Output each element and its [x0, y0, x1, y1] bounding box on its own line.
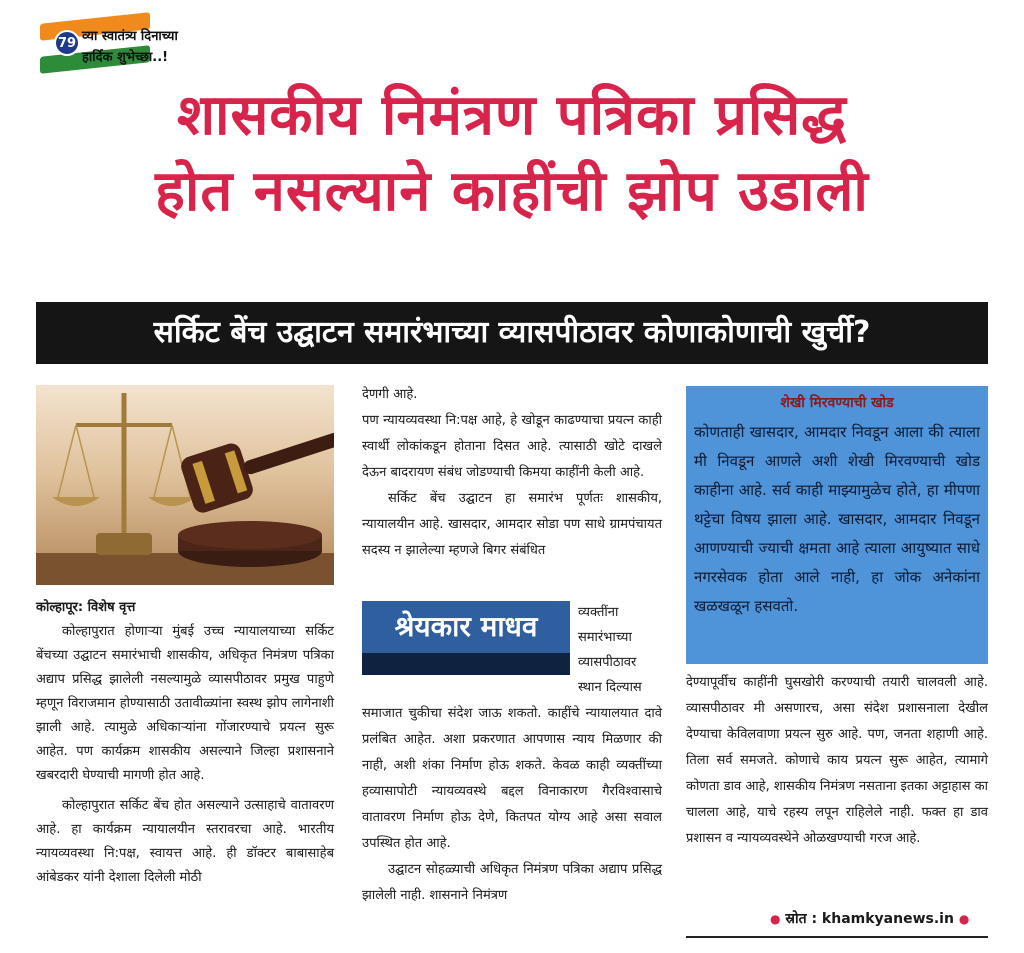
badge-text-line2: हार्दिक शुभेच्छा..! — [82, 50, 169, 65]
source-divider — [686, 936, 988, 938]
article-paragraph: देणगी आहे. — [362, 387, 418, 402]
article-paragraph: पण न्यायव्यवस्था नि:पक्ष आहे, हे खोडून काढण्याचा प्रयत्न काही स्वार्थी लोकांकडून होताना दिसत आहे. त्यासाठी खोटे दाखले देऊन बादरायण संबंध जोडण्याची किमया काहींनी केली आहे. — [362, 413, 662, 480]
article-column-3 — [686, 670, 988, 852]
bullet-icon: ● — [958, 912, 970, 926]
source-label: स्रोत : — [785, 911, 818, 927]
article-column-2-side — [578, 600, 664, 700]
sidebar-box-title: शेखी मिरवण्याची खोड — [780, 395, 894, 411]
article-paragraph: देण्यापूर्वीच काहींनी घुसखोरी करण्याची तयारी चालवली आहे. व्यासपीठावर मी असणारच, असा संदेश प्रशासनाला देखील देण्याचा केविलवाणा प्रयत्न सुरु आहे. पण, जनता शहाणी आहे. तिला सर्व समजते. कोणाचे काय प्रयत्न सुरू आहेत, त्यामागे कोणता डाव आहे, शासकीय निमंत्रण नसताना इतका अट्टाहास का चालला आहे, याचे रहस्य लपून राहिलेले नाही. फक्त हा डाव प्रशासन व न्यायव्यवस्थेने ओळखण्याची गरज आहे. — [686, 675, 988, 846]
article-paragraph: कोल्हापुरात सर्किट बेंच होत असल्याने उत्साहाचे वातावरण आहे. हा कार्यक्रम न्यायालयीन स्तरावरचा आहे. भारतीय न्यायव्यवस्था नि:पक्ष, स्वायत्त आहे. ही डॉक्टर बाबासाहेब आंबेडकर यांनी देशाला दिलेली मोठी — [36, 798, 334, 885]
article-column-1 — [36, 596, 334, 890]
badge-number: 79 — [54, 30, 80, 56]
source-site[interactable]: khamkyanews.in — [821, 911, 954, 927]
dateline: कोल्हापूर: विशेष वृत्त — [36, 600, 136, 615]
gavel-icon — [36, 385, 334, 585]
gavel-and-scales-image — [36, 385, 334, 585]
article-paragraph: सर्किट बेंच उद्घाटन हा समारंभ पूर्णतः शासकीय, न्यायालयीन आहे. खासदार, आमदार सोडा पण साधे ग्रामपंचायत सदस्य न झालेल्या म्हणजे बिगर संबंधित — [362, 491, 662, 558]
headline — [30, 78, 994, 230]
article-paragraph: व्यक्तींना समारंभाच्या व्यासपीठावर स्थान दिल्यास — [578, 605, 642, 695]
article-column-2-top — [362, 382, 662, 564]
article-paragraph: उद्घाटन सोहळ्याची अधिकृत निमंत्रण पत्रिका अद्याप प्रसिद्ध झालेली नाही. शासनाने निमंत्रण — [362, 862, 662, 903]
sidebar-box — [686, 386, 988, 664]
article-paragraph: समाजात चुकीचा संदेश जाऊ शकतो. काहींचे न्यायालयात दावे प्रलंबित आहेत. अशा प्रकरणात आपणास न्याय मिळणार की नाही, अशी शंका निर्माण होऊ शकते. केवळ काही व्यक्तींच्या हव्यासापोटी न्यायव्यवस्थे बद्दल विनाकारण गैरविश्वासाचे वातावरण निर्माण होऊ देणे, कितपत योग्य आहे असा सवाल उपस्थित होत आहे. — [362, 706, 662, 851]
bullet-icon: ● — [770, 912, 781, 926]
headline-line1: शासकीय निमंत्रण पत्रिका प्रसिद्ध — [176, 83, 848, 148]
article-paragraph: कोल्हापुरात होणाऱ्या मुंबई उच्च न्यायालयाच्या सर्किट बेंचच्या उद्घाटन समारंभाची शासकीय, अधिकृत निमंत्रण पत्रिका अद्याप प्रसिद्ध झालेली नसल्यामुळे व्यासपीठावर प्रमुख पाहुणे म्हणून विराजमान होण्यासाठी उतावीळ्यांना स्वस्थ झोप लागेनाशी झाली आहे. त्यामुळे अधिकाऱ्यांना गोंजारण्याचे प्रयत्न सुरू आहेत. पण कार्यक्रम शासकीय असल्याने जिल्हा प्रशासनाने खबरदारी घेण्याची मागणी होत आहे. — [36, 624, 334, 783]
author-nameplate — [362, 601, 570, 675]
author-name: श्रेयकार माधव — [394, 610, 538, 643]
source-credit — [770, 908, 988, 930]
article-column-2-bottom — [362, 701, 662, 909]
subheadline-bar: सर्किट बेंच उद्घाटन समारंभाच्या व्यासपीठावर कोणाकोणाची खुर्ची? — [36, 302, 988, 364]
sidebar-box-body: कोणताही खासदार, आमदार निवडून आला की त्याला मी निवडून आणले अशी शेखी मिरवण्याची खोड काहीना आहे. सर्व काही माझ्यामुळेच होते, हा मीपणा थट्टेचा विषय झाला आहे. खासदार, आमदार निवडून आणण्याची ज्याची क्षमता आहे त्याला आयुष्यात साधे नगरसेवक होता आले नाही, हा जोक अनेकांना खळखळून हसवतो. — [694, 423, 980, 615]
badge-text-line1: व्या स्वातंत्र्य दिनाच्या — [82, 29, 178, 44]
independence-day-badge — [38, 16, 218, 72]
headline-line2: होत नसल्याने काहींची झोप उडाली — [155, 159, 869, 224]
